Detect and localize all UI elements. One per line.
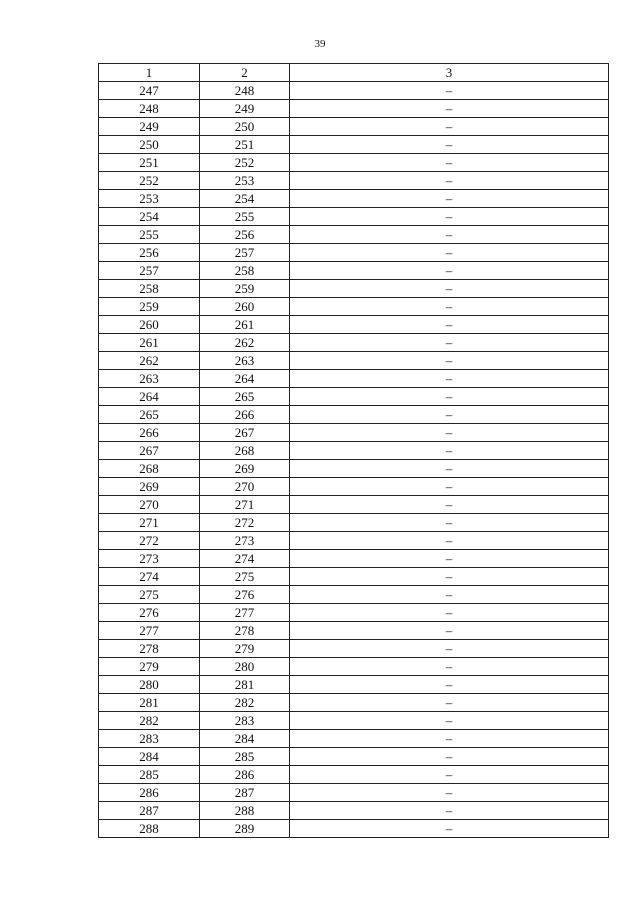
table-cell-col-2: 269 xyxy=(200,460,290,478)
page-number: 39 xyxy=(314,38,326,50)
table-cell-col-1: 283 xyxy=(99,730,200,748)
table-cell-col-1: 286 xyxy=(99,784,200,802)
table-row xyxy=(99,622,609,640)
table-row xyxy=(99,388,609,406)
table-row xyxy=(99,118,609,136)
table-cell-col-2: 282 xyxy=(200,694,290,712)
table-cell-col-3: – xyxy=(290,352,609,370)
table-cell-col-1: 260 xyxy=(99,316,200,334)
table-cell-col-1: 253 xyxy=(99,190,200,208)
table-row xyxy=(99,550,609,568)
table-row xyxy=(99,658,609,676)
table-cell-col-1: 287 xyxy=(99,802,200,820)
table-cell-col-3: – xyxy=(290,802,609,820)
table-cell-col-1: 269 xyxy=(99,478,200,496)
table-cell-col-2: 262 xyxy=(200,334,290,352)
table-cell-col-3: – xyxy=(290,586,609,604)
table-cell-col-1: 267 xyxy=(99,442,200,460)
table-cell-col-1: 249 xyxy=(99,118,200,136)
table-cell-col-3: – xyxy=(290,154,609,172)
data-table xyxy=(98,63,609,838)
table-cell-col-1: 280 xyxy=(99,676,200,694)
table-row xyxy=(99,802,609,820)
table-row xyxy=(99,298,609,316)
table-cell-col-3: – xyxy=(290,784,609,802)
table-cell-col-3: – xyxy=(290,568,609,586)
table-cell-col-2: 253 xyxy=(200,172,290,190)
table-cell-col-2: 267 xyxy=(200,424,290,442)
table-cell-col-3: – xyxy=(290,190,609,208)
table-cell-col-2: 285 xyxy=(200,748,290,766)
table-cell-col-2: 279 xyxy=(200,640,290,658)
table-row xyxy=(99,532,609,550)
table-cell-col-2: 260 xyxy=(200,298,290,316)
table-row xyxy=(99,244,609,262)
table-cell-col-3: – xyxy=(290,370,609,388)
table-cell-col-3: – xyxy=(290,640,609,658)
table-row xyxy=(99,694,609,712)
table-row xyxy=(99,496,609,514)
table-cell-col-3: – xyxy=(290,460,609,478)
table-cell-col-3: – xyxy=(290,820,609,838)
table-cell-col-1: 277 xyxy=(99,622,200,640)
table-cell-col-3: – xyxy=(290,82,609,100)
table-cell-col-1: 261 xyxy=(99,334,200,352)
table-row xyxy=(99,226,609,244)
table-cell-col-3: – xyxy=(290,208,609,226)
table-cell-col-1: 288 xyxy=(99,820,200,838)
table-row xyxy=(99,172,609,190)
table-cell-col-1: 266 xyxy=(99,424,200,442)
table-cell-col-3: – xyxy=(290,280,609,298)
table-cell-col-3: – xyxy=(290,712,609,730)
table-cell-col-2: 264 xyxy=(200,370,290,388)
table-cell-col-2: 275 xyxy=(200,568,290,586)
table-cell-col-2: 288 xyxy=(200,802,290,820)
table-cell-col-1: 275 xyxy=(99,586,200,604)
table-cell-col-3: – xyxy=(290,550,609,568)
table-row xyxy=(99,586,609,604)
table-cell-col-3: – xyxy=(290,730,609,748)
table-cell-col-3: – xyxy=(290,496,609,514)
column-header-3: 3 xyxy=(290,64,609,82)
table-cell-col-3: – xyxy=(290,316,609,334)
table-cell-col-2: 268 xyxy=(200,442,290,460)
table-cell-col-1: 263 xyxy=(99,370,200,388)
table-cell-col-3: – xyxy=(290,244,609,262)
table-cell-col-2: 270 xyxy=(200,478,290,496)
table-row xyxy=(99,136,609,154)
table-cell-col-1: 270 xyxy=(99,496,200,514)
table-cell-col-1: 252 xyxy=(99,172,200,190)
table-row xyxy=(99,730,609,748)
table-cell-col-2: 251 xyxy=(200,136,290,154)
table-cell-col-1: 272 xyxy=(99,532,200,550)
table-cell-col-2: 280 xyxy=(200,658,290,676)
table-row xyxy=(99,100,609,118)
table-cell-col-3: – xyxy=(290,226,609,244)
table-row xyxy=(99,820,609,838)
table-cell-col-2: 254 xyxy=(200,190,290,208)
table-cell-col-1: 264 xyxy=(99,388,200,406)
table-row xyxy=(99,568,609,586)
table-row xyxy=(99,316,609,334)
table-row xyxy=(99,208,609,226)
table-cell-col-3: – xyxy=(290,442,609,460)
table-row xyxy=(99,424,609,442)
table-cell-col-1: 256 xyxy=(99,244,200,262)
table-cell-col-3: – xyxy=(290,694,609,712)
table-cell-col-1: 262 xyxy=(99,352,200,370)
table-cell-col-2: 266 xyxy=(200,406,290,424)
table-cell-col-2: 287 xyxy=(200,784,290,802)
table-cell-col-2: 261 xyxy=(200,316,290,334)
table-row xyxy=(99,334,609,352)
table-cell-col-2: 283 xyxy=(200,712,290,730)
table-cell-col-1: 278 xyxy=(99,640,200,658)
table-cell-col-3: – xyxy=(290,622,609,640)
table-cell-col-2: 256 xyxy=(200,226,290,244)
table-row xyxy=(99,460,609,478)
table-cell-col-3: – xyxy=(290,100,609,118)
table-cell-col-2: 258 xyxy=(200,262,290,280)
table-cell-col-2: 281 xyxy=(200,676,290,694)
table-cell-col-1: 259 xyxy=(99,298,200,316)
table-row xyxy=(99,82,609,100)
table-cell-col-1: 274 xyxy=(99,568,200,586)
table-cell-col-1: 273 xyxy=(99,550,200,568)
table-cell-col-1: 265 xyxy=(99,406,200,424)
table-cell-col-3: – xyxy=(290,172,609,190)
table-row xyxy=(99,442,609,460)
table-row xyxy=(99,514,609,532)
table-cell-col-3: – xyxy=(290,532,609,550)
table-cell-col-1: 276 xyxy=(99,604,200,622)
column-header-2: 2 xyxy=(200,64,290,82)
table-cell-col-1: 281 xyxy=(99,694,200,712)
table-cell-col-1: 247 xyxy=(99,82,200,100)
table-cell-col-2: 250 xyxy=(200,118,290,136)
table-cell-col-2: 249 xyxy=(200,100,290,118)
table-cell-col-3: – xyxy=(290,334,609,352)
table-cell-col-2: 284 xyxy=(200,730,290,748)
table-row xyxy=(99,478,609,496)
table-cell-col-2: 252 xyxy=(200,154,290,172)
table-cell-col-3: – xyxy=(290,118,609,136)
table-cell-col-3: – xyxy=(290,748,609,766)
table-cell-col-3: – xyxy=(290,424,609,442)
table-row xyxy=(99,784,609,802)
table-cell-col-2: 276 xyxy=(200,586,290,604)
table-row xyxy=(99,748,609,766)
table-cell-col-2: 289 xyxy=(200,820,290,838)
table-cell-col-1: 282 xyxy=(99,712,200,730)
table-cell-col-1: 271 xyxy=(99,514,200,532)
table-cell-col-3: – xyxy=(290,478,609,496)
table-cell-col-2: 273 xyxy=(200,532,290,550)
table-cell-col-2: 259 xyxy=(200,280,290,298)
table-row xyxy=(99,712,609,730)
table-row xyxy=(99,640,609,658)
table-cell-col-1: 285 xyxy=(99,766,200,784)
table-cell-col-3: – xyxy=(290,388,609,406)
table-cell-col-3: – xyxy=(290,406,609,424)
table-row xyxy=(99,604,609,622)
table-cell-col-1: 279 xyxy=(99,658,200,676)
table-cell-col-1: 257 xyxy=(99,262,200,280)
table-row xyxy=(99,154,609,172)
table-cell-col-3: – xyxy=(290,658,609,676)
table-cell-col-3: – xyxy=(290,262,609,280)
table-cell-col-2: 277 xyxy=(200,604,290,622)
table-cell-col-1: 254 xyxy=(99,208,200,226)
table-row xyxy=(99,406,609,424)
table-row xyxy=(99,190,609,208)
column-header-1: 1 xyxy=(99,64,200,82)
table-cell-col-2: 263 xyxy=(200,352,290,370)
table-cell-col-3: – xyxy=(290,604,609,622)
table-cell-col-3: – xyxy=(290,136,609,154)
table-cell-col-2: 272 xyxy=(200,514,290,532)
table-row xyxy=(99,370,609,388)
table-cell-col-3: – xyxy=(290,514,609,532)
table-cell-col-2: 265 xyxy=(200,388,290,406)
table-cell-col-1: 250 xyxy=(99,136,200,154)
table-cell-col-2: 278 xyxy=(200,622,290,640)
table-cell-col-1: 255 xyxy=(99,226,200,244)
table-row xyxy=(99,676,609,694)
table-cell-col-2: 257 xyxy=(200,244,290,262)
table-cell-col-1: 258 xyxy=(99,280,200,298)
table-header-row xyxy=(99,64,609,82)
table-cell-col-1: 284 xyxy=(99,748,200,766)
table-row xyxy=(99,280,609,298)
table-cell-col-2: 255 xyxy=(200,208,290,226)
table-row xyxy=(99,766,609,784)
table-cell-col-1: 248 xyxy=(99,100,200,118)
table-row xyxy=(99,352,609,370)
table-cell-col-3: – xyxy=(290,298,609,316)
table-row xyxy=(99,262,609,280)
table-cell-col-2: 274 xyxy=(200,550,290,568)
table-body xyxy=(99,82,609,838)
table-cell-col-3: – xyxy=(290,676,609,694)
table-cell-col-3: – xyxy=(290,766,609,784)
table-cell-col-1: 251 xyxy=(99,154,200,172)
table-cell-col-2: 248 xyxy=(200,82,290,100)
table-cell-col-2: 271 xyxy=(200,496,290,514)
table-cell-col-1: 268 xyxy=(99,460,200,478)
table-cell-col-2: 286 xyxy=(200,766,290,784)
